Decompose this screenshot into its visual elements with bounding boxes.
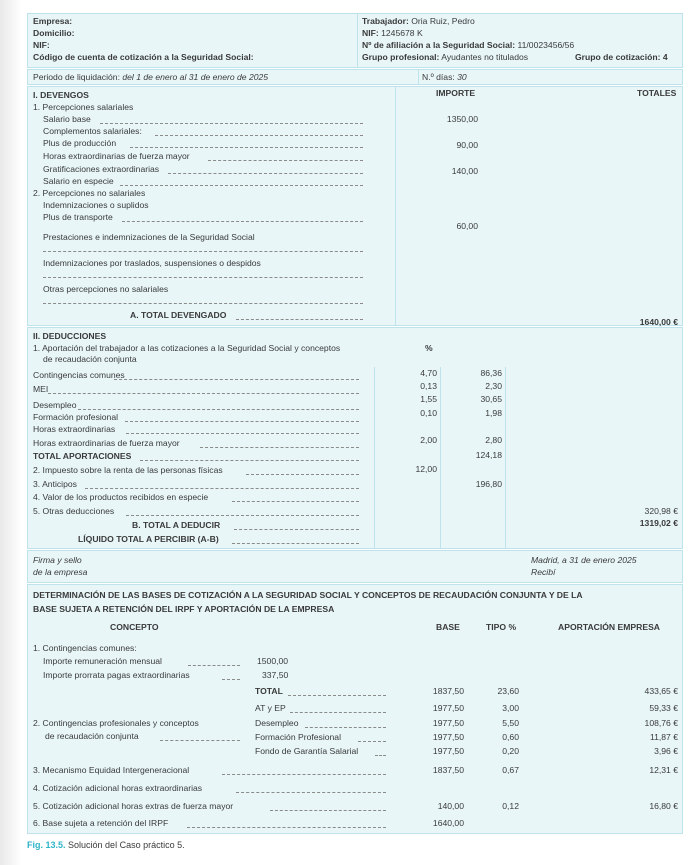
plus-produccion-value: 90,00: [456, 140, 478, 150]
irpf-bases-label: 6. Base sujeta a retención del IRPF: [33, 818, 169, 828]
bases-title-2: BASE SUJETA A RETENCIÓN DEL IRPF Y APORTACIÓN DE LA EMPRESA: [33, 604, 335, 614]
no-salarial-title: 2. Percepciones no salariales: [33, 188, 146, 198]
dotted-leader: [85, 488, 359, 489]
signature-left-1: Firma y sello: [33, 555, 82, 565]
indemnizaciones-suplidos: Indemnizaciones o suplidos: [43, 200, 149, 210]
dotted-leader: [305, 727, 386, 728]
bases-fogasa-aportacion: 3,96 €: [654, 746, 678, 756]
irpf-bases-base: 1640,00: [432, 818, 464, 828]
formacion-value: 1,98: [485, 408, 502, 418]
contribution-group: [575, 52, 668, 62]
total-deducir-label: B. TOTAL A DEDUCIR: [132, 520, 221, 530]
he-bases-label: 4. Cotización adicional horas extraordinarias: [33, 783, 203, 793]
plus-produccion-label: Plus de producción: [43, 138, 117, 148]
col-base: BASE: [436, 622, 460, 632]
header-divider: [357, 13, 358, 68]
contingencias-comunes-label: Contingencias comunes: [33, 370, 125, 380]
mei-bases-label: 3. Mecanismo Equidad Intergeneracional: [33, 765, 190, 775]
bases-atep-label: AT y EP: [255, 703, 286, 713]
horas-fuerza-mayor-value: 2,80: [485, 435, 502, 445]
bases-atep-base: 1977,50: [432, 703, 464, 713]
formacion-pct: 0,10: [420, 408, 437, 418]
col-concepto: CONCEPTO: [110, 622, 159, 632]
dotted-leader: [290, 712, 386, 713]
mei-bases-tipo: 0,67: [502, 765, 519, 775]
desempleo-label: Desempleo: [33, 400, 77, 410]
contribution-group-label: Grupo de cotización:: [575, 52, 661, 62]
anticipos-label: 3. Anticipos: [33, 479, 77, 489]
total-aportaciones-label: TOTAL APORTACIONES: [33, 451, 132, 461]
bases-desempleo-tipo: 5,50: [502, 718, 519, 728]
col-importe: IMPORTE: [436, 88, 476, 98]
salario-base-label: Salario base: [43, 114, 91, 124]
devengos-title: I. DEVENGOS: [33, 90, 89, 100]
formacion-label: Formación profesional: [33, 412, 119, 422]
irpf-value: 196,80: [475, 479, 502, 489]
col-aportacion: APORTACIÓN EMPRESA: [558, 622, 661, 632]
prestaciones-label: Prestaciones e indemnizaciones de la Seguridad Social: [43, 232, 255, 242]
bases-desempleo-label: Desempleo: [255, 718, 299, 728]
ss-number: [362, 40, 574, 50]
worker: [362, 16, 475, 26]
total-devengado-label: A. TOTAL DEVENGADO: [130, 310, 227, 320]
otras-deducciones-label: 5. Otras deducciones: [33, 506, 115, 516]
ded-col-divider-1: [374, 367, 375, 549]
days-label: N.º días:: [422, 72, 455, 82]
dotted-leader: [232, 543, 359, 544]
period-divider: [418, 69, 419, 85]
cp-title-2: de recaudación conjunta: [45, 731, 139, 741]
signature-right-2: Recibí: [531, 567, 556, 577]
ss-number-value: 11/0023456/56: [517, 40, 575, 50]
dotted-leader: [130, 147, 363, 148]
plus-transporte-value: 60,00: [456, 221, 478, 231]
bases-atep-tipo: 3,00: [502, 703, 519, 713]
horas-fuerza-mayor-label: Horas extraordinarias de fuerza mayor: [43, 151, 190, 161]
salario-especie-label: Salario en especie: [43, 176, 114, 186]
dotted-leader: [114, 379, 359, 380]
address-label: Domicilio:: [33, 28, 75, 38]
ss-number-label: Nº de afiliación a la Seguridad Social:: [362, 40, 516, 50]
pct-header: %: [425, 343, 433, 353]
ded-col-divider-2: [440, 367, 441, 549]
dotted-leader: [120, 185, 363, 186]
bases-formacion-aportacion: 11,87 €: [649, 732, 678, 742]
dotted-leader: [188, 665, 240, 666]
mei-value: 2,30: [485, 381, 502, 391]
dotted-leader: [48, 393, 359, 394]
company-label: Empresa:: [33, 16, 73, 26]
dotted-leader: [236, 319, 363, 320]
prof-group-value: Ayudantes no titulados: [441, 52, 529, 62]
bases-formacion-tipo: 0,60: [502, 732, 519, 742]
mei-pct: 0,13: [420, 381, 437, 391]
worker-nif-value: 1245678 K: [381, 28, 423, 38]
gratificaciones-value: 140,00: [451, 166, 478, 176]
dotted-leader: [222, 679, 240, 680]
dotted-leader: [358, 741, 386, 742]
ded-col-divider-3: [505, 367, 506, 549]
dotted-leader: [208, 160, 363, 161]
bases-fogasa-label: Fondo de Garantía Salarial: [255, 746, 359, 756]
dotted-leader: [126, 515, 359, 516]
dotted-leader: [100, 123, 363, 124]
bases-atep-aportacion: 59,33 €: [649, 703, 678, 713]
horas-fuerza-mayor-pct: 2,00: [420, 435, 437, 445]
dotted-leader: [140, 460, 359, 461]
dotted-leader: [168, 173, 363, 174]
page-edge-shadow: [0, 0, 22, 865]
hefm-bases-base: 140,00: [437, 801, 464, 811]
dotted-leader: [126, 433, 359, 434]
hefm-bases-aportacion: 16,80 €: [649, 801, 678, 811]
horas-fuerza-mayor-ded-label: Horas extraordinarias de fuerza mayor: [33, 438, 180, 448]
worker-nif: [362, 28, 423, 38]
nif-label: NIF:: [33, 40, 50, 50]
bases-desempleo-aportacion: 108,76 €: [644, 718, 678, 728]
bases-fogasa-tipo: 0,20: [502, 746, 519, 756]
worker-label: Trabajador:: [362, 16, 409, 26]
irpf-label: 2. Impuesto sobre la renta de las personas físicas: [33, 465, 223, 475]
cc-prorrata-value: 337,50: [262, 670, 289, 680]
salario-base-value: 1350,00: [446, 114, 478, 124]
dotted-leader: [122, 221, 363, 222]
worker-name: Oria Ruiz, Pedro: [411, 16, 475, 26]
bases-total-label: TOTAL: [255, 686, 283, 696]
period: [33, 72, 268, 82]
cc-prorrata-label: Importe prorrata pagas extraordinarias: [43, 670, 190, 680]
cc-remuneracion-value: 1500,00: [257, 656, 289, 666]
devengos-divider-left: [395, 86, 396, 326]
total-devengado-value: 1640,00 €: [639, 317, 678, 327]
dotted-leader: [155, 135, 363, 136]
period-label: Periodo de liquidación:: [33, 72, 120, 82]
contingencias-comunes-pct: 4,70: [420, 368, 437, 378]
traslados-label: Indemnizaciones por traslados, suspensiones o despidos: [43, 258, 261, 268]
deducciones-title: II. DEDUCCIONES: [33, 331, 107, 341]
total-aportaciones-value: 124,18: [475, 450, 502, 460]
dotted-leader: [160, 740, 240, 741]
period-value: del 1 de enero al 31 de enero de 2025: [122, 72, 269, 82]
complementos-label: Complementos salariales:: [43, 126, 142, 136]
mei-label: MEI: [33, 384, 49, 394]
dotted-leader: [187, 827, 386, 828]
bases-total-tipo: 23,60: [497, 686, 519, 696]
figure-number: Fig. 13.5.: [27, 840, 66, 850]
signature-left-2: de la empresa: [33, 567, 88, 577]
dotted-leader: [200, 447, 359, 448]
contribution-group-value: 4: [662, 52, 668, 62]
cc-remuneracion-label: Importe remuneración mensual: [43, 656, 162, 666]
dotted-leader: [246, 474, 359, 475]
hefm-bases-label: 5. Cotización adicional horas extras de fuerza mayor: [33, 801, 234, 811]
bases-fogasa-base: 1977,50: [432, 746, 464, 756]
especie-label: 4. Valor de los productos recibidos en especie: [33, 492, 209, 502]
dotted-leader: [236, 792, 386, 793]
dotted-leader: [288, 695, 386, 696]
dotted-leader: [222, 774, 386, 775]
figure-caption: [27, 840, 185, 850]
bases-formacion-label: Formación Profesional: [255, 732, 341, 742]
dotted-leader: [43, 251, 363, 252]
dotted-leader: [270, 810, 386, 811]
dotted-leader: [232, 501, 359, 502]
col-tipo: TIPO %: [486, 622, 517, 632]
mei-bases-aportacion: 12,31 €: [649, 765, 678, 775]
worker-nif-label: NIF:: [362, 28, 379, 38]
salarial-title: 1. Percepciones salariales: [33, 102, 134, 112]
aportacion-title-1: 1. Aportación del trabajador a las cotizaciones a la Seguridad Social y conceptos: [33, 343, 341, 353]
days-value: 30: [457, 72, 467, 82]
days: [422, 72, 467, 82]
prof-group: [362, 52, 528, 62]
cp-title-1: 2. Contingencias profesionales y conceptos: [33, 718, 199, 728]
aportacion-title-2: de recaudación conjunta: [43, 354, 137, 364]
bases-total-aportacion: 433,65 €: [644, 686, 678, 696]
desempleo-value: 30,65: [480, 394, 502, 404]
dotted-leader: [43, 303, 363, 304]
bases-total-base: 1837,50: [432, 686, 464, 696]
bases-title-1: DETERMINACIÓN DE LAS BASES DE COTIZACIÓN A LA SEGURIDAD SOCIAL Y CONCEPTOS DE RECAUDACIÓN CONJUNTA Y DE LA: [33, 590, 583, 600]
horas-extra-label: Horas extraordinarias: [33, 424, 116, 434]
hefm-bases-tipo: 0,12: [502, 801, 519, 811]
figure-text: Solución del Caso práctico 5.: [68, 840, 185, 850]
signature-right-1: Madrid, a 31 de enero 2025: [531, 555, 637, 565]
col-totales: TOTALES: [637, 88, 677, 98]
prof-group-label: Grupo profesional:: [362, 52, 440, 62]
otras-percepciones-label: Otras percepciones no salariales: [43, 284, 169, 294]
gratificaciones-label: Gratificaciones extraordinarias: [43, 164, 160, 174]
dotted-leader: [375, 755, 386, 756]
bases-desempleo-base: 1977,50: [432, 718, 464, 728]
total-deducir-value: 320,98 €: [644, 506, 678, 516]
dotted-leader: [125, 421, 359, 422]
irpf-pct: 12,00: [415, 464, 437, 474]
mei-bases-base: 1837,50: [432, 765, 464, 775]
ccc-label: Código de cuenta de cotización a la Seguridad Social:: [33, 52, 254, 62]
dotted-leader: [234, 529, 359, 530]
desempleo-pct: 1,55: [420, 394, 437, 404]
plus-transporte-label: Plus de transporte: [43, 212, 113, 222]
cc-title: 1. Contingencias comunes:: [33, 643, 137, 653]
dotted-leader: [78, 409, 359, 410]
liquido-value: 1319,02 €: [639, 518, 678, 528]
liquido-label: LÍQUIDO TOTAL A PERCIBIR (A-B): [78, 534, 219, 544]
contingencias-comunes-value: 86,36: [480, 368, 502, 378]
bases-formacion-base: 1977,50: [432, 732, 464, 742]
dotted-leader: [43, 277, 363, 278]
